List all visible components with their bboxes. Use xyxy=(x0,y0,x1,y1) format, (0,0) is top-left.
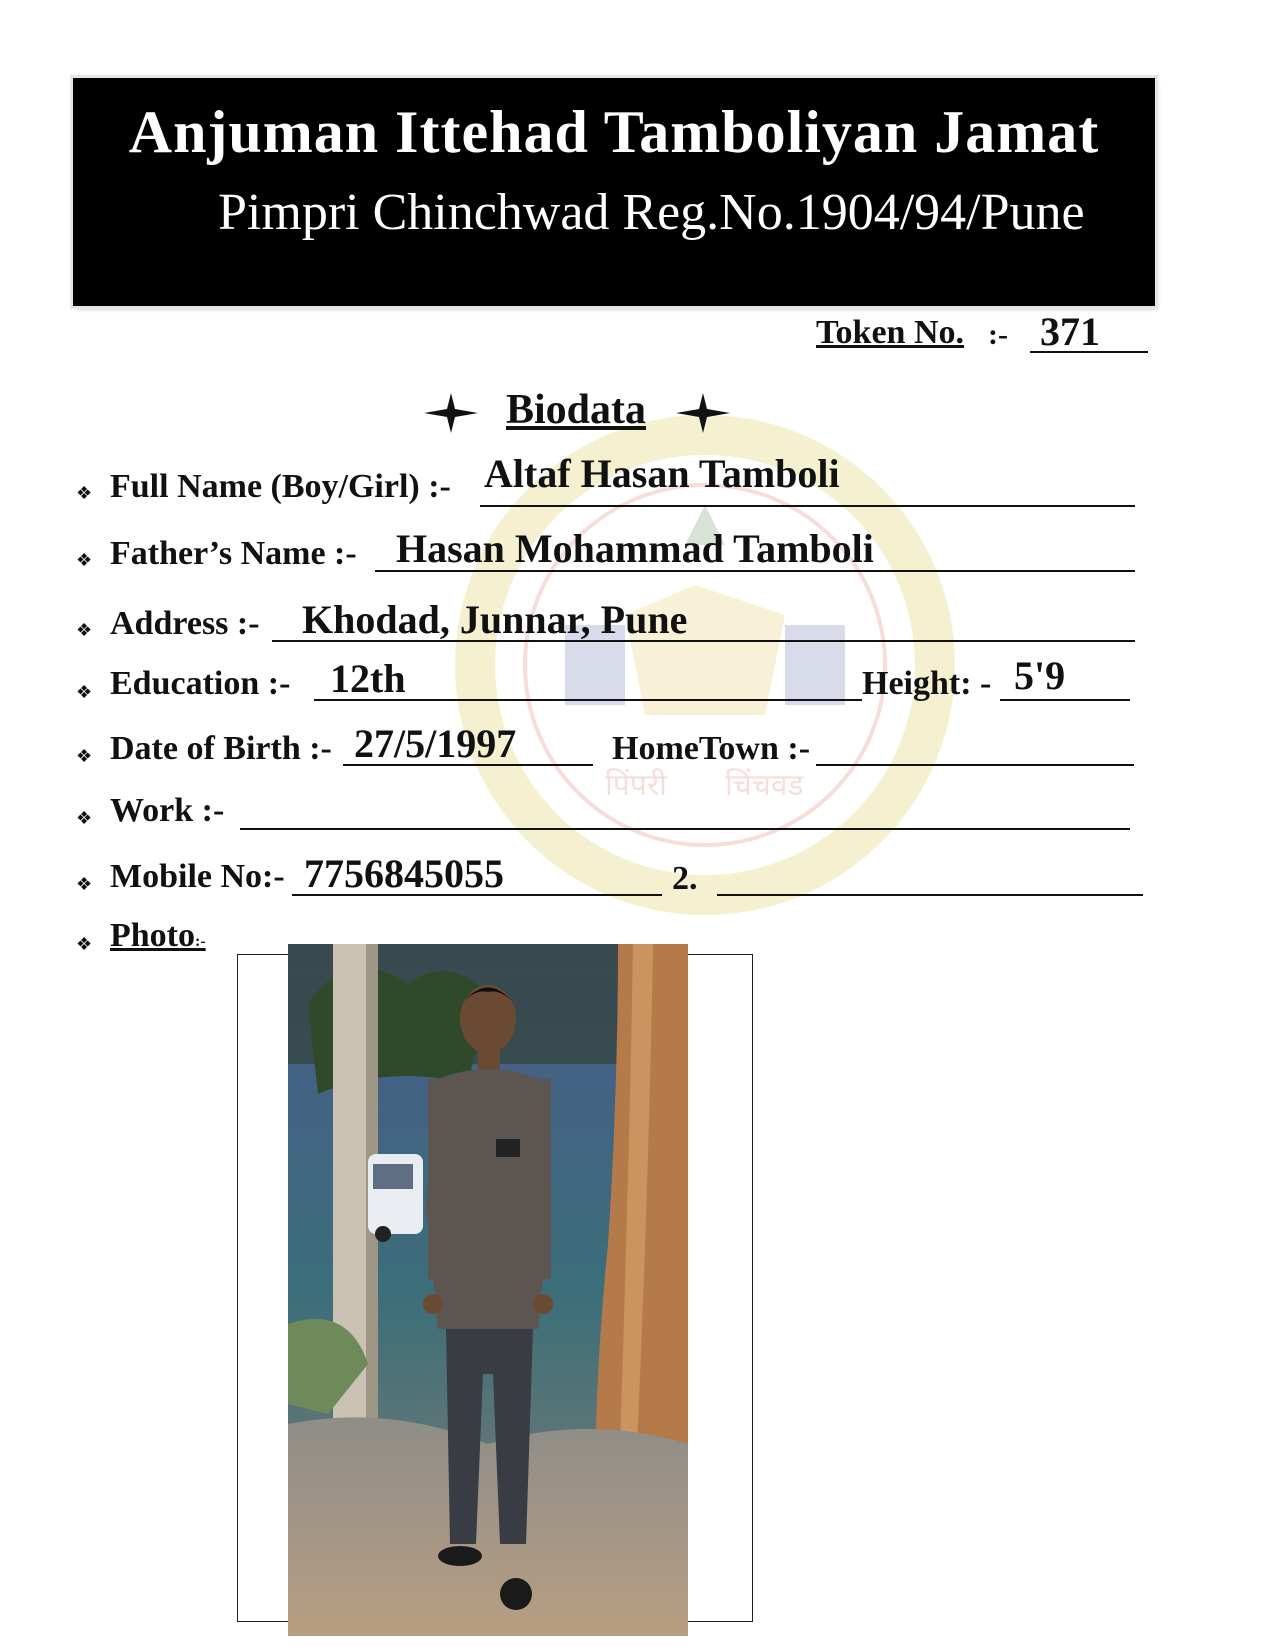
address-value: Khodad, Junnar, Pune xyxy=(302,597,688,642)
height-label: Height: - xyxy=(862,665,992,702)
dob-value: 27/5/1997 xyxy=(354,721,517,766)
full-name-value: Altaf Hasan Tamboli xyxy=(484,451,840,496)
watermark-left-text: पिंपरी xyxy=(605,768,667,803)
work-line xyxy=(240,828,1130,830)
height-value: 5'9 xyxy=(1014,653,1066,698)
diamond-bullet-icon: ❖ xyxy=(76,682,93,702)
diamond-bullet-icon: ❖ xyxy=(76,808,93,828)
organization-name: Anjuman Ittehad Tamboliyan Jamat xyxy=(128,99,1100,165)
mobile2-line xyxy=(717,894,1143,896)
token-label: Token No. xyxy=(816,314,965,351)
father-name-value: Hasan Mohammad Tamboli xyxy=(396,526,874,571)
token-value: 371 xyxy=(1040,309,1100,354)
photo-label: Photo:- xyxy=(110,917,206,954)
education-label: Education :- xyxy=(110,665,291,702)
section-title: Biodata xyxy=(506,387,647,433)
token-separator: :- xyxy=(988,318,1008,351)
header-banner xyxy=(73,78,1155,306)
work-label: Work :- xyxy=(110,792,225,829)
full-name-label: Full Name (Boy/Girl) :- xyxy=(110,468,451,505)
height-line xyxy=(1000,699,1130,701)
diamond-bullet-icon: ❖ xyxy=(76,874,93,894)
photo-label-suffix: :- xyxy=(195,933,206,950)
full-name-line xyxy=(480,505,1135,507)
hometown-line xyxy=(816,764,1134,766)
watermark-right-text: चिंचवड xyxy=(725,768,804,803)
education-value: 12th xyxy=(330,656,406,701)
diamond-bullet-icon: ❖ xyxy=(76,934,93,954)
organization-subtitle: Pimpri Chinchwad Reg.No.1904/94/Pune xyxy=(218,184,1085,241)
mobile-label: Mobile No:- xyxy=(110,858,285,895)
diamond-bullet-icon: ❖ xyxy=(76,550,93,570)
profile-photo xyxy=(288,944,688,1636)
hometown-label: HomeTown :- xyxy=(612,730,811,767)
diamond-bullet-icon: ❖ xyxy=(76,483,93,503)
address-label: Address :- xyxy=(110,605,260,642)
diamond-bullet-icon: ❖ xyxy=(76,746,93,766)
mobile2-label: 2. xyxy=(672,860,698,897)
mobile-value: 7756845055 xyxy=(304,851,504,896)
star-icon xyxy=(424,393,478,433)
father-name-label: Father’s Name :- xyxy=(110,535,357,572)
diamond-bullet-icon: ❖ xyxy=(76,620,93,640)
dob-label: Date of Birth :- xyxy=(110,730,332,767)
star-icon xyxy=(676,393,730,433)
